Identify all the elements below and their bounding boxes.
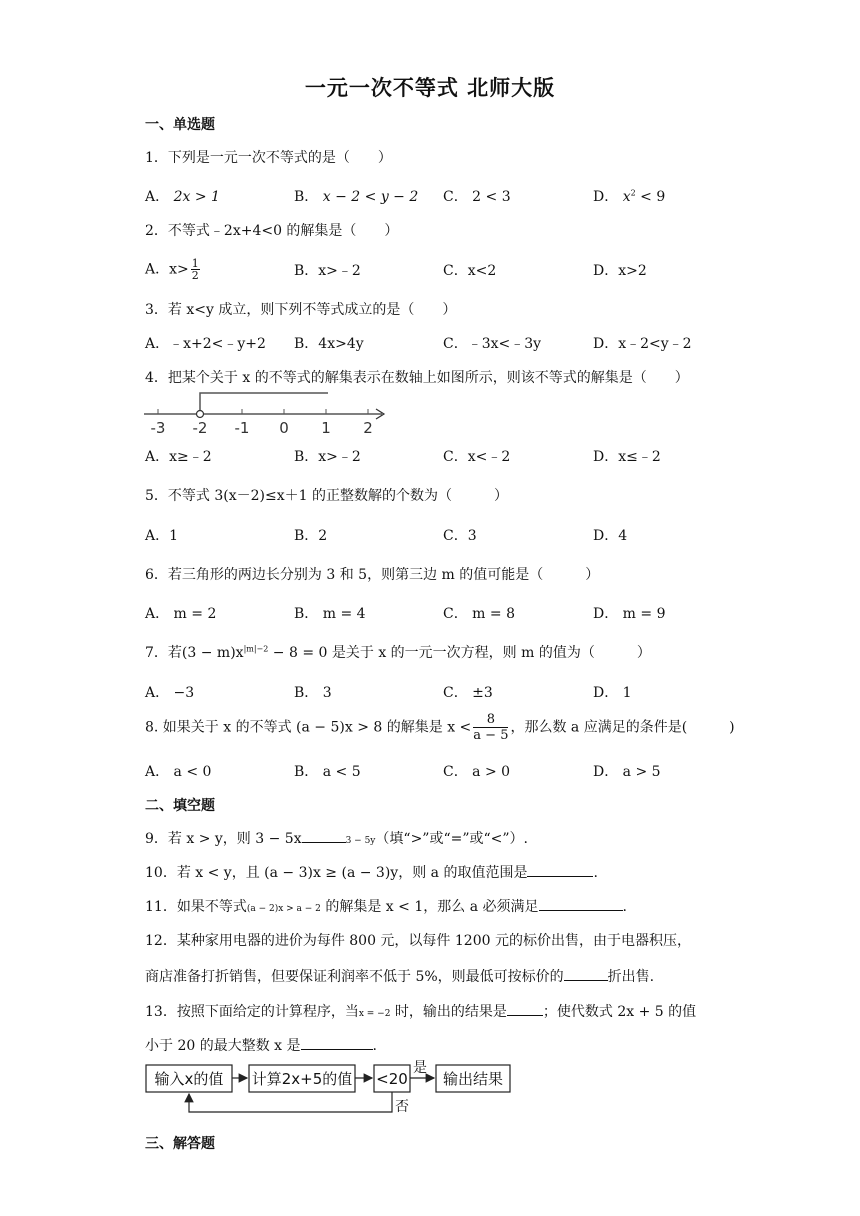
axis-label: -1 <box>234 419 250 437</box>
question-12-line-2: 商店准备打折销售，但要保证利润率不低于 5%，则最低可按标价的 折出售. <box>145 969 655 985</box>
axis-label: 2 <box>363 419 373 437</box>
q8-option-c: C． a > 0 <box>443 764 511 780</box>
flow-box-compute-label: 计算2x+5的值 <box>251 1070 353 1088</box>
question-8-stem: 8. 如果关于 x 的不等式 (a − 5)x > 8 的解集是 x < $\frac{8}{a - 5}$ ，那么数 a 应满足的条件是( ) <box>145 712 735 743</box>
equation: (3 − m)x <box>181 645 244 661</box>
answer-blank <box>301 1037 373 1050</box>
question-10-stem: 10．若 x < y，且 (a − 3)x ≥ (a − 3)y，则 a 的取值范围是 . <box>145 865 598 881</box>
q7-option-d: D． 1 <box>593 685 632 701</box>
fraction-one-half: $\frac{1}{2}$ <box>191 257 199 282</box>
answer-blank <box>539 898 623 911</box>
number-line-figure <box>140 388 390 438</box>
q4-option-c: C．x<﹣2 <box>443 449 511 465</box>
axis-label: 0 <box>279 419 289 437</box>
flow-no-label: 否 <box>395 1099 409 1115</box>
q3-option-a: A．﹣x+2<﹣y+2 <box>145 336 266 352</box>
flow-box-output-label: 输出结果 <box>442 1070 504 1088</box>
question-6-stem: 6．若三角形的两边长分别为 3 和 5，则第三边 m 的值可能是（ ） <box>145 567 600 583</box>
q2-option-d: D．x>2 <box>593 263 647 279</box>
q7-option-c: C． ±3 <box>443 685 493 701</box>
section-heading-fill-blank: 二、填空题 <box>145 798 215 814</box>
question-3-stem: 3．若 x<y 成立，则下列不等式成立的是（ ） <box>145 302 457 318</box>
open-circle-endpoint <box>197 411 204 418</box>
q7-option-b: B． 3 <box>294 685 332 701</box>
page-title: 一元一次不等式 北师大版 <box>304 75 556 100</box>
question-9-stem: 9．若 x > y，则 3 − 5x 3 − 5y（填“>”或“=”或“<”）. <box>145 831 528 847</box>
answer-blank <box>507 1003 543 1016</box>
q1-option-d: D． $x^2 < 9$ <box>593 188 666 205</box>
fraction-8-over-a-minus-5: $\frac{8}{a - 5}$ <box>473 712 509 743</box>
q4-option-b: B．x>﹣2 <box>294 449 361 465</box>
axis-label: -2 <box>192 419 208 437</box>
answer-blank <box>302 830 346 843</box>
q3-option-b: B．4x>4y <box>294 336 364 352</box>
q5-option-d: D．4 <box>593 528 628 544</box>
question-12-line-1: 12．某种家用电器的进价为每件 800 元，以每件 1200 元的标价出售，由于电器积压， <box>145 933 691 949</box>
solution-ray <box>200 393 328 410</box>
question-5-stem: 5．不等式 3(x－2)≤x＋1 的正整数解的个数为（ ） <box>145 488 508 504</box>
section-heading-single-choice: 一、单选题 <box>145 117 215 133</box>
program-flowchart <box>140 1058 520 1120</box>
q2-option-c: C．x<2 <box>443 263 497 279</box>
q5-option-a: A．1 <box>145 528 179 544</box>
question-4-stem: 4．把某个关于 x 的不等式的解集表示在数轴上如图所示，则该不等式的解集是（ ） <box>145 370 689 386</box>
question-13-line-2: 小于 20 的最大整数 x 是 . <box>145 1038 377 1054</box>
q3-option-d: D．x﹣2<y﹣2 <box>593 336 692 352</box>
axis-label: 1 <box>321 419 331 437</box>
answer-blank <box>527 864 593 877</box>
q5-option-c: C．3 <box>443 528 477 544</box>
q1-option-b: B． x − 2 < y − 2 <box>294 189 419 205</box>
q6-option-c: C． m = 8 <box>443 606 515 622</box>
q7-option-a: A． −3 <box>145 685 195 701</box>
question-1-stem: 1．下列是一元一次不等式的是（ ） <box>145 150 392 166</box>
question-2-stem: 2．不等式﹣2x+4<0 的解集是（ ） <box>145 223 399 239</box>
question-13-line-1: 13．按照下面给定的计算程序，当x = −2 时，输出的结果是 ；使代数式 2x + 5 的值 <box>145 1004 697 1020</box>
q3-option-c: C．﹣3x<﹣3y <box>443 336 542 352</box>
q5-option-b: B．2 <box>294 528 328 544</box>
q6-option-b: B． m = 4 <box>294 606 366 622</box>
flow-yes-label: 是 <box>413 1060 427 1076</box>
exponent: |m|−2 <box>243 644 269 654</box>
flow-arrow-loop <box>189 1092 392 1112</box>
q2-option-a: A．x> $\frac{1}{2}$ <box>145 257 199 282</box>
flow-box-input-label: 输入x的值 <box>154 1070 224 1088</box>
q8-option-d: D． a > 5 <box>593 764 661 780</box>
axis-label: -3 <box>150 419 166 437</box>
q8-option-a: A． a < 0 <box>145 764 212 780</box>
q8-option-b: B． a < 5 <box>294 764 361 780</box>
q4-option-d: D．x≤﹣2 <box>593 449 661 465</box>
q1-option-c: C． 2 < 3 <box>443 189 511 205</box>
section-heading-answer: 三、解答题 <box>145 1136 215 1152</box>
q6-option-d: D． m = 9 <box>593 606 666 622</box>
q6-option-a: A． m = 2 <box>145 606 217 622</box>
q1-option-a: A． 2x > 1 <box>145 189 220 205</box>
question-11-stem: 11．如果不等式(a − 2)x > a − 2 的解集是 x < 1，那么 a 必须满足 . <box>145 899 627 915</box>
answer-blank <box>564 968 608 981</box>
flow-box-condition-label: <20 <box>376 1070 408 1088</box>
question-7-stem: 7．若$(3 - m)x^{|m|-2} - 8 = 0$ 是关于 x 的一元一次方程，则 m 的值为（ ） <box>145 644 651 661</box>
q2-option-b: B．x>﹣2 <box>294 263 361 279</box>
q4-option-a: A．x≥﹣2 <box>145 449 212 465</box>
